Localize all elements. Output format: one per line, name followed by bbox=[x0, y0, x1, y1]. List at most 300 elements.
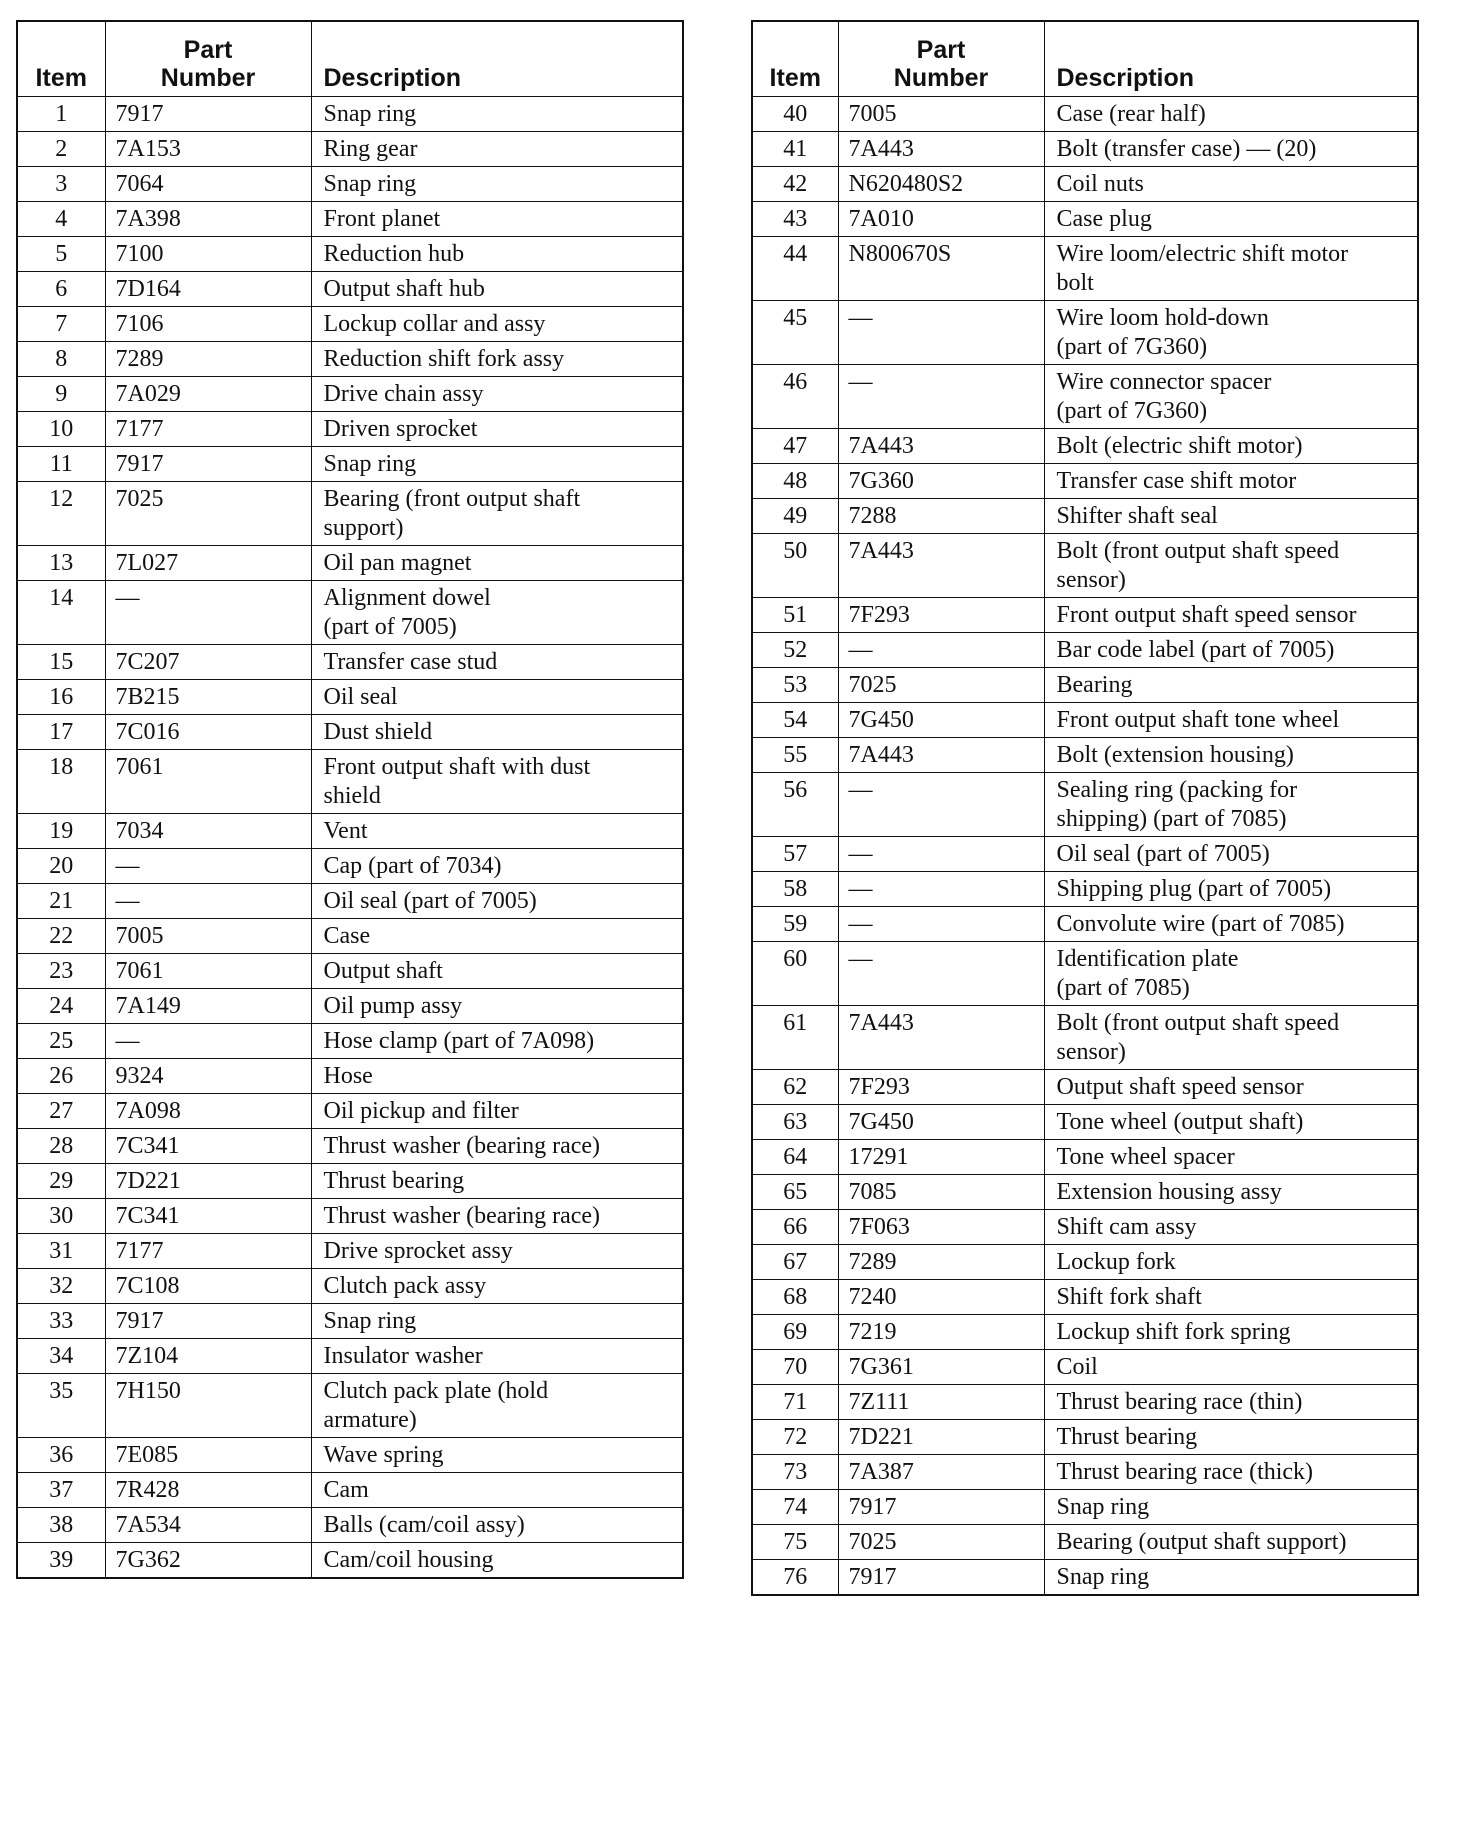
table-row bbox=[17, 546, 683, 581]
part-number: 7G361 bbox=[838, 1350, 1044, 1385]
description bbox=[311, 1374, 683, 1438]
item-number: 75 bbox=[752, 1525, 838, 1560]
item-number: 10 bbox=[17, 412, 105, 447]
table-row bbox=[752, 534, 1418, 598]
table-row bbox=[17, 581, 683, 645]
part-number: 7289 bbox=[105, 342, 311, 377]
part-number: 7A443 bbox=[838, 429, 1044, 464]
header-part-number bbox=[838, 21, 1044, 97]
table-row bbox=[17, 237, 683, 272]
item-number: 6 bbox=[17, 272, 105, 307]
table-row bbox=[752, 301, 1418, 365]
table-row bbox=[752, 1350, 1418, 1385]
description-line: Shifter shaft seal bbox=[1056, 503, 1218, 529]
description-line: Lockup collar and assy bbox=[323, 311, 546, 337]
part-number: 7A443 bbox=[838, 132, 1044, 167]
item-number: 65 bbox=[752, 1175, 838, 1210]
description-line: Bolt (extension housing) bbox=[1056, 742, 1294, 768]
item-number: 52 bbox=[752, 633, 838, 668]
description-line: Thrust bearing race (thin) bbox=[1056, 1389, 1303, 1415]
part-number: — bbox=[105, 1024, 311, 1059]
item-number: 40 bbox=[752, 97, 838, 132]
table-row bbox=[17, 97, 683, 132]
table-row bbox=[752, 1070, 1418, 1105]
item-number: 17 bbox=[17, 715, 105, 750]
item-number: 48 bbox=[752, 464, 838, 499]
table-row bbox=[17, 645, 683, 680]
table-row bbox=[752, 1210, 1418, 1245]
description-line: Bolt (front output shaft speed bbox=[1056, 1010, 1340, 1036]
description bbox=[1044, 1420, 1418, 1455]
description bbox=[1044, 738, 1418, 773]
item-number: 55 bbox=[752, 738, 838, 773]
table-row bbox=[17, 1374, 683, 1438]
item-number: 22 bbox=[17, 919, 105, 954]
item-number: 56 bbox=[752, 773, 838, 837]
description bbox=[311, 1339, 683, 1374]
description bbox=[311, 1304, 683, 1339]
description bbox=[311, 342, 683, 377]
item-number: 32 bbox=[17, 1269, 105, 1304]
description-line-2: shipping) (part of 7085) bbox=[1056, 806, 1287, 832]
description-line: Thrust bearing race (thick) bbox=[1056, 1459, 1314, 1485]
table-row bbox=[752, 1490, 1418, 1525]
part-number: 7D221 bbox=[838, 1420, 1044, 1455]
part-number: 7917 bbox=[105, 447, 311, 482]
item-number: 12 bbox=[17, 482, 105, 546]
part-number: 7061 bbox=[105, 954, 311, 989]
description-line: Coil nuts bbox=[1056, 171, 1144, 197]
item-number: 15 bbox=[17, 645, 105, 680]
part-number: 7A443 bbox=[838, 738, 1044, 773]
description bbox=[1044, 1315, 1418, 1350]
part-number: — bbox=[838, 872, 1044, 907]
description-line: Bearing (front output shaft bbox=[323, 486, 581, 512]
part-number: — bbox=[105, 884, 311, 919]
part-number: 7917 bbox=[105, 97, 311, 132]
table-row bbox=[752, 598, 1418, 633]
description bbox=[311, 989, 683, 1024]
header-description: Description bbox=[1044, 21, 1418, 97]
description bbox=[311, 167, 683, 202]
item-number: 43 bbox=[752, 202, 838, 237]
item-number: 26 bbox=[17, 1059, 105, 1094]
item-number: 13 bbox=[17, 546, 105, 581]
part-number: 7C341 bbox=[105, 1199, 311, 1234]
description-line: Convolute wire (part of 7085) bbox=[1056, 911, 1345, 937]
header-item: Item bbox=[752, 21, 838, 97]
description bbox=[1044, 132, 1418, 167]
table-row bbox=[752, 1455, 1418, 1490]
header-row bbox=[17, 21, 683, 97]
item-number: 5 bbox=[17, 237, 105, 272]
item-number: 9 bbox=[17, 377, 105, 412]
description bbox=[311, 645, 683, 680]
item-number: 62 bbox=[752, 1070, 838, 1105]
description bbox=[1044, 97, 1418, 132]
item-number: 71 bbox=[752, 1385, 838, 1420]
part-number: 7G360 bbox=[838, 464, 1044, 499]
table-row bbox=[752, 1105, 1418, 1140]
header-part-line1: Part bbox=[183, 36, 233, 64]
part-number: 7F063 bbox=[838, 1210, 1044, 1245]
table-row bbox=[752, 464, 1418, 499]
item-number: 57 bbox=[752, 837, 838, 872]
description bbox=[1044, 1210, 1418, 1245]
description-line: Case bbox=[323, 923, 371, 949]
description-line: Wave spring bbox=[323, 1442, 444, 1468]
description-line: Oil seal (part of 7005) bbox=[1056, 841, 1270, 867]
description bbox=[311, 814, 683, 849]
part-number: 7G450 bbox=[838, 703, 1044, 738]
description bbox=[1044, 1175, 1418, 1210]
part-number: 7F293 bbox=[838, 598, 1044, 633]
description bbox=[1044, 942, 1418, 1006]
description-line: Bearing (output shaft support) bbox=[1056, 1529, 1347, 1555]
description-line-2: support) bbox=[323, 515, 404, 541]
part-number: 7C016 bbox=[105, 715, 311, 750]
part-number: 7L027 bbox=[105, 546, 311, 581]
description-line: Snap ring bbox=[1056, 1564, 1150, 1590]
description bbox=[311, 412, 683, 447]
item-number: 64 bbox=[752, 1140, 838, 1175]
description-line: Shipping plug (part of 7005) bbox=[1056, 876, 1332, 902]
description-line-2: shield bbox=[323, 783, 381, 809]
table-row bbox=[752, 1245, 1418, 1280]
table-row bbox=[17, 1543, 683, 1579]
table-row bbox=[17, 202, 683, 237]
description-line-2: (part of 7G360) bbox=[1056, 398, 1208, 424]
description bbox=[1044, 365, 1418, 429]
table-row bbox=[17, 482, 683, 546]
item-number: 46 bbox=[752, 365, 838, 429]
table-row bbox=[17, 750, 683, 814]
description bbox=[1044, 598, 1418, 633]
table-row bbox=[17, 342, 683, 377]
item-number: 28 bbox=[17, 1129, 105, 1164]
item-number: 72 bbox=[752, 1420, 838, 1455]
description-line: Front output shaft speed sensor bbox=[1056, 602, 1357, 628]
item-number: 33 bbox=[17, 1304, 105, 1339]
description-line: Tone wheel spacer bbox=[1056, 1144, 1235, 1170]
item-number: 30 bbox=[17, 1199, 105, 1234]
item-number: 69 bbox=[752, 1315, 838, 1350]
item-number: 23 bbox=[17, 954, 105, 989]
description bbox=[311, 97, 683, 132]
description bbox=[311, 919, 683, 954]
description-line: Oil pump assy bbox=[323, 993, 463, 1019]
description-line: Alignment dowel bbox=[323, 585, 491, 611]
item-number: 41 bbox=[752, 132, 838, 167]
description-line: Wire connector spacer bbox=[1056, 369, 1272, 395]
table-row bbox=[752, 429, 1418, 464]
item-number: 63 bbox=[752, 1105, 838, 1140]
item-number: 3 bbox=[17, 167, 105, 202]
description bbox=[1044, 464, 1418, 499]
description bbox=[1044, 301, 1418, 365]
item-number: 67 bbox=[752, 1245, 838, 1280]
item-number: 31 bbox=[17, 1234, 105, 1269]
description bbox=[311, 237, 683, 272]
item-number: 19 bbox=[17, 814, 105, 849]
description-line: Bolt (transfer case) — (20) bbox=[1056, 136, 1317, 162]
description-line: Driven sprocket bbox=[323, 416, 478, 442]
description-line: Cam/coil housing bbox=[323, 1547, 494, 1573]
description-line: Snap ring bbox=[323, 1308, 417, 1334]
description bbox=[1044, 907, 1418, 942]
item-number: 4 bbox=[17, 202, 105, 237]
header-part-line1: Part bbox=[916, 36, 966, 64]
part-number: 9324 bbox=[105, 1059, 311, 1094]
description bbox=[311, 680, 683, 715]
description bbox=[311, 307, 683, 342]
part-number: — bbox=[838, 942, 1044, 1006]
table-row bbox=[752, 202, 1418, 237]
description bbox=[311, 1199, 683, 1234]
table-row bbox=[17, 814, 683, 849]
part-number: 7D164 bbox=[105, 272, 311, 307]
item-number: 53 bbox=[752, 668, 838, 703]
item-number: 36 bbox=[17, 1438, 105, 1473]
description-line-2: (part of 7005) bbox=[323, 614, 457, 640]
item-number: 49 bbox=[752, 499, 838, 534]
table-row bbox=[752, 1420, 1418, 1455]
table-row bbox=[17, 1059, 683, 1094]
table-row bbox=[17, 1339, 683, 1374]
description-line: Ring gear bbox=[323, 136, 418, 162]
table-row bbox=[17, 412, 683, 447]
description-line: Shift cam assy bbox=[1056, 1214, 1197, 1240]
description bbox=[311, 1024, 683, 1059]
description bbox=[311, 1234, 683, 1269]
description bbox=[311, 482, 683, 546]
description bbox=[1044, 167, 1418, 202]
description bbox=[311, 447, 683, 482]
part-number: 7289 bbox=[838, 1245, 1044, 1280]
part-number: — bbox=[838, 301, 1044, 365]
item-number: 47 bbox=[752, 429, 838, 464]
description-line: Output shaft hub bbox=[323, 276, 485, 302]
table-row bbox=[17, 680, 683, 715]
table-row bbox=[752, 1315, 1418, 1350]
description-line: Coil bbox=[1056, 1354, 1098, 1380]
description bbox=[1044, 1070, 1418, 1105]
table-row bbox=[17, 849, 683, 884]
description-line: Shift fork shaft bbox=[1056, 1284, 1202, 1310]
part-number: 7288 bbox=[838, 499, 1044, 534]
description bbox=[311, 581, 683, 645]
part-number: 7D221 bbox=[105, 1164, 311, 1199]
item-number: 58 bbox=[752, 872, 838, 907]
description bbox=[1044, 703, 1418, 738]
part-number: 7240 bbox=[838, 1280, 1044, 1315]
item-number: 45 bbox=[752, 301, 838, 365]
part-number: 7177 bbox=[105, 1234, 311, 1269]
table-row bbox=[752, 907, 1418, 942]
description bbox=[311, 1059, 683, 1094]
table-row bbox=[752, 97, 1418, 132]
description bbox=[311, 849, 683, 884]
part-number: 7064 bbox=[105, 167, 311, 202]
table-row bbox=[17, 954, 683, 989]
table-row bbox=[752, 1280, 1418, 1315]
table-row bbox=[17, 1094, 683, 1129]
description bbox=[311, 202, 683, 237]
description-line: Hose clamp (part of 7A098) bbox=[323, 1028, 595, 1054]
table-row bbox=[752, 738, 1418, 773]
item-number: 37 bbox=[17, 1473, 105, 1508]
description-line: Transfer case stud bbox=[323, 649, 498, 675]
table-row bbox=[17, 132, 683, 167]
item-number: 60 bbox=[752, 942, 838, 1006]
table-row bbox=[17, 1438, 683, 1473]
description bbox=[311, 1543, 683, 1579]
item-number: 50 bbox=[752, 534, 838, 598]
description-line: Bearing bbox=[1056, 672, 1133, 698]
part-number: 7917 bbox=[838, 1560, 1044, 1596]
part-number: 7A098 bbox=[105, 1094, 311, 1129]
description bbox=[1044, 534, 1418, 598]
part-number: — bbox=[838, 633, 1044, 668]
table-row bbox=[752, 1385, 1418, 1420]
description-line: Oil seal (part of 7005) bbox=[323, 888, 537, 914]
description-line: Lockup fork bbox=[1056, 1249, 1176, 1275]
part-number: 7Z104 bbox=[105, 1339, 311, 1374]
part-number: 7A387 bbox=[838, 1455, 1044, 1490]
header-part-line2: Number bbox=[893, 64, 989, 92]
table-row bbox=[752, 703, 1418, 738]
description bbox=[1044, 1245, 1418, 1280]
table-row bbox=[17, 1164, 683, 1199]
description-line: Front planet bbox=[323, 206, 441, 232]
item-number: 7 bbox=[17, 307, 105, 342]
part-number: 7H150 bbox=[105, 1374, 311, 1438]
table-row bbox=[752, 837, 1418, 872]
description-line: Oil seal bbox=[323, 684, 398, 710]
item-number: 66 bbox=[752, 1210, 838, 1245]
item-number: 25 bbox=[17, 1024, 105, 1059]
description-line: Front output shaft with dust bbox=[323, 754, 591, 780]
item-number: 1 bbox=[17, 97, 105, 132]
item-number: 27 bbox=[17, 1094, 105, 1129]
description bbox=[1044, 429, 1418, 464]
table-row bbox=[17, 989, 683, 1024]
table-row bbox=[17, 1304, 683, 1339]
description-line: Tone wheel (output shaft) bbox=[1056, 1109, 1304, 1135]
table-row bbox=[17, 1508, 683, 1543]
part-number: 7219 bbox=[838, 1315, 1044, 1350]
table-row bbox=[752, 633, 1418, 668]
part-number: — bbox=[838, 907, 1044, 942]
item-number: 11 bbox=[17, 447, 105, 482]
description-line: Snap ring bbox=[323, 171, 417, 197]
table-row bbox=[752, 132, 1418, 167]
part-number: 7B215 bbox=[105, 680, 311, 715]
item-number: 73 bbox=[752, 1455, 838, 1490]
item-number: 74 bbox=[752, 1490, 838, 1525]
part-number: 7085 bbox=[838, 1175, 1044, 1210]
part-number: 7A029 bbox=[105, 377, 311, 412]
item-number: 24 bbox=[17, 989, 105, 1024]
item-number: 29 bbox=[17, 1164, 105, 1199]
description-line: Thrust bearing bbox=[323, 1168, 465, 1194]
description-line: Lockup shift fork spring bbox=[1056, 1319, 1291, 1345]
description-line: Bolt (electric shift motor) bbox=[1056, 433, 1303, 459]
item-number: 68 bbox=[752, 1280, 838, 1315]
description-line: Drive sprocket assy bbox=[323, 1238, 513, 1264]
part-number: — bbox=[105, 849, 311, 884]
table-row bbox=[17, 447, 683, 482]
item-number: 54 bbox=[752, 703, 838, 738]
part-number: 7061 bbox=[105, 750, 311, 814]
part-number: 7025 bbox=[838, 668, 1044, 703]
header-description: Description bbox=[311, 21, 683, 97]
part-number: 7C341 bbox=[105, 1129, 311, 1164]
description bbox=[311, 954, 683, 989]
description-line-2: sensor) bbox=[1056, 567, 1126, 593]
description bbox=[311, 1094, 683, 1129]
description bbox=[1044, 773, 1418, 837]
description-line: Case (rear half) bbox=[1056, 101, 1206, 127]
part-number: 7025 bbox=[838, 1525, 1044, 1560]
part-number: 7A398 bbox=[105, 202, 311, 237]
part-number: — bbox=[838, 773, 1044, 837]
part-number: 7R428 bbox=[105, 1473, 311, 1508]
description-line: Dust shield bbox=[323, 719, 433, 745]
part-number: 7917 bbox=[105, 1304, 311, 1339]
part-number: 7177 bbox=[105, 412, 311, 447]
part-number: — bbox=[838, 365, 1044, 429]
description-line: Insulator washer bbox=[323, 1343, 483, 1369]
description bbox=[311, 272, 683, 307]
description bbox=[1044, 1280, 1418, 1315]
description bbox=[1044, 1140, 1418, 1175]
description-line: Extension housing assy bbox=[1056, 1179, 1282, 1205]
description bbox=[1044, 499, 1418, 534]
description bbox=[1044, 633, 1418, 668]
table-row bbox=[752, 365, 1418, 429]
description bbox=[311, 132, 683, 167]
part-number: 7A010 bbox=[838, 202, 1044, 237]
description bbox=[311, 715, 683, 750]
table-row bbox=[17, 1199, 683, 1234]
description bbox=[311, 1129, 683, 1164]
description bbox=[1044, 1525, 1418, 1560]
part-number: 7A443 bbox=[838, 534, 1044, 598]
description-line: Drive chain assy bbox=[323, 381, 484, 407]
description bbox=[1044, 837, 1418, 872]
table-row bbox=[17, 1234, 683, 1269]
part-number: 7F293 bbox=[838, 1070, 1044, 1105]
part-number: 7A149 bbox=[105, 989, 311, 1024]
part-number: 7G450 bbox=[838, 1105, 1044, 1140]
table-row bbox=[752, 668, 1418, 703]
description-line: Reduction shift fork assy bbox=[323, 346, 565, 372]
parts-table-right bbox=[751, 20, 1419, 1596]
item-number: 21 bbox=[17, 884, 105, 919]
table-row bbox=[752, 167, 1418, 202]
description bbox=[311, 1508, 683, 1543]
description-line: Thrust washer (bearing race) bbox=[323, 1133, 601, 1159]
table-row bbox=[17, 1024, 683, 1059]
header-part-line2: Number bbox=[160, 64, 256, 92]
description bbox=[1044, 1455, 1418, 1490]
description bbox=[1044, 1385, 1418, 1420]
item-number: 35 bbox=[17, 1374, 105, 1438]
description-line: Identification plate bbox=[1056, 946, 1239, 972]
part-number: 7C108 bbox=[105, 1269, 311, 1304]
description-line: Hose bbox=[323, 1063, 373, 1089]
